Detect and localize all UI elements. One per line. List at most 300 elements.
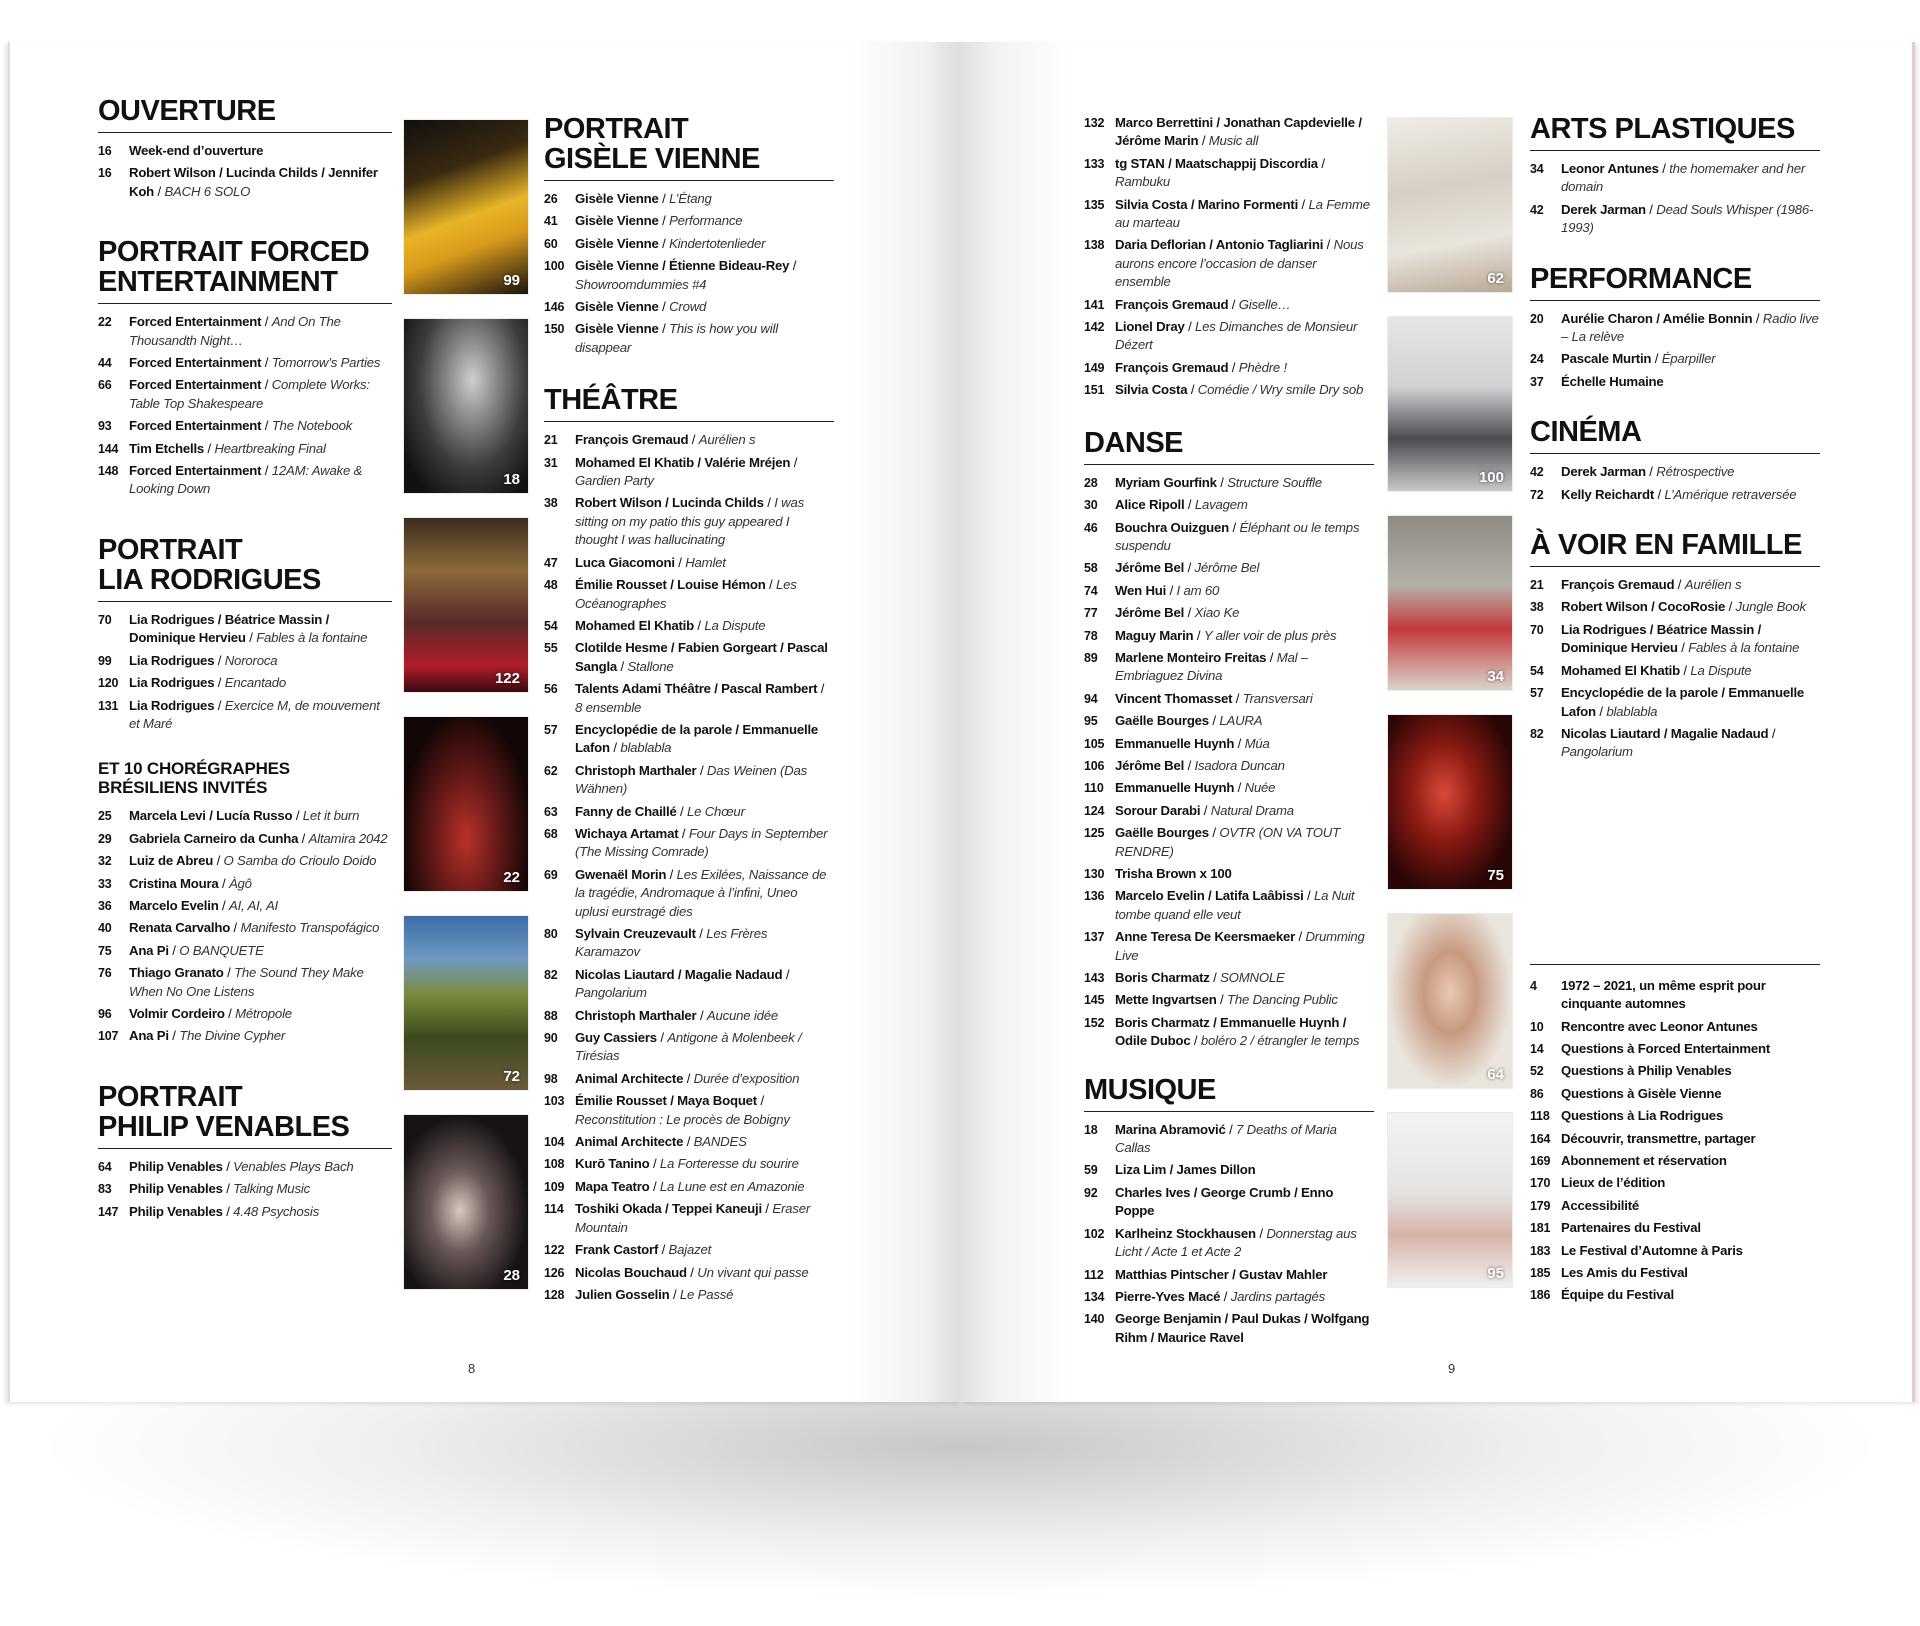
- entry-text: Christoph Marthaler / Das Weinen (Das Wähnen): [575, 762, 808, 797]
- entry-work-title: BANDES: [693, 1134, 747, 1150]
- entry-text: tg STAN / Maatschappij Discordia / Rambuku: [1115, 155, 1325, 190]
- entry-page-number: 40: [98, 921, 112, 936]
- entry-page-number: 14: [1530, 1041, 1544, 1056]
- entry-page-number: 89: [1084, 650, 1098, 665]
- list-item: [98, 1180, 392, 1198]
- entry-text: Silvia Costa / Marino Formenti / La Femme au marteau: [1115, 196, 1370, 231]
- entry-list: [1530, 310, 1820, 392]
- entry-artist: Émilie Rousset / Maya Boquet: [575, 1093, 757, 1109]
- entry-work-title: Àgô: [228, 875, 252, 891]
- entry-artist: Christoph Marthaler: [575, 1007, 697, 1023]
- entry-page-number: 36: [98, 898, 112, 913]
- entry-text: Luiz de Abreu / O Samba do Crioulo Doido: [129, 853, 377, 869]
- photo-eye-projection: [404, 319, 528, 493]
- entry-work-title: blablabla: [620, 740, 672, 756]
- entry-artist: Luiz de Abreu: [129, 853, 214, 869]
- photo-page-number: 100: [1478, 469, 1504, 486]
- entry-text: [1561, 1286, 1820, 1304]
- list-item: [1084, 887, 1374, 924]
- entry-text: Encyclopédie de la parole / Emmanuelle Lafon / blablabla: [575, 721, 819, 756]
- entry-text: Ana Pi / O BANQUETE: [129, 942, 264, 958]
- photo-stage-performers: [404, 717, 528, 891]
- entry-list: [544, 431, 834, 1304]
- entry-text: Renata Carvalho / Manifesto Transpofágico: [129, 920, 380, 936]
- entry-page-number: 186: [1530, 1288, 1551, 1303]
- entry-artist: Anne Teresa De Keersmaeker: [1115, 929, 1296, 945]
- entry-page-number: 169: [1530, 1153, 1551, 1168]
- entry-artist: Gisèle Vienne: [575, 213, 659, 229]
- photo-page-number: 75: [1487, 867, 1504, 884]
- entry-text: Gisèle Vienne / This is how you will disappear: [575, 321, 778, 355]
- entry-text: Lionel Dray / Les Dimanches de Monsieur Dézert: [1115, 319, 1358, 353]
- entry-page-number: 94: [1084, 691, 1098, 706]
- entry-work-title: Le Passé: [679, 1286, 734, 1302]
- list-item: [1530, 1152, 1820, 1170]
- entry-text: Forced Entertainment / 12AM: Awake & Looking Down: [129, 463, 363, 497]
- entry-artist: Karlheinz Stockhausen: [1115, 1225, 1256, 1241]
- entry-page-number: 37: [1530, 374, 1544, 389]
- entry-work-title: La Lune est en Amazonie: [659, 1178, 805, 1194]
- entry-artist: Ana Pi: [129, 942, 169, 958]
- entry-text: Ana Pi / The Divine Cypher: [129, 1028, 286, 1044]
- entry-artist: Pascale Murtin: [1561, 351, 1652, 367]
- entry-page-number: 77: [1084, 606, 1098, 621]
- entry-artist: Questions à Lia Rodrigues: [1561, 1108, 1724, 1124]
- photo-red-dancer: [1388, 715, 1512, 889]
- list-item: [98, 440, 392, 458]
- entry-list: [1084, 114, 1374, 400]
- list-item: [98, 919, 392, 937]
- list-item: [1084, 519, 1374, 556]
- list-item: [544, 1264, 834, 1282]
- list-item: [1530, 310, 1820, 347]
- entry-page-number: 88: [544, 1008, 558, 1023]
- entry-page-number: 103: [544, 1094, 565, 1109]
- entry-page-number: 99: [98, 653, 112, 668]
- entry-work-title: Exercice M, de mouvement et Maré: [129, 697, 380, 731]
- entry-artist: Toshiki Okada / Teppei Kaneuji: [575, 1201, 762, 1217]
- list-item: [1530, 1018, 1820, 1036]
- entry-page-number: 131: [98, 698, 119, 713]
- entry-page-number: 70: [98, 612, 112, 627]
- entry-page-number: 108: [544, 1157, 565, 1172]
- right-column-3: [1530, 114, 1820, 1341]
- entry-text: [1561, 1085, 1820, 1103]
- entry-page-number: 96: [98, 1006, 112, 1021]
- left-column-1: [98, 96, 392, 1257]
- entry-list: [1530, 977, 1820, 1305]
- list-item: [1084, 1161, 1374, 1179]
- entry-text: Nicolas Bouchaud / Un vivant qui passe: [575, 1264, 809, 1280]
- list-item: [98, 852, 392, 870]
- entry-work-title: Tomorrow’s Parties: [271, 355, 381, 371]
- entry-text: Boris Charmatz / Emmanuelle Huynh / Odile Duboc / boléro 2 / étrangler le temps: [1115, 1014, 1360, 1049]
- list-item: [1084, 1184, 1374, 1221]
- entry-page-number: 25: [98, 809, 112, 824]
- section-heading: PORTRAIT PHILIP VENABLES: [98, 1082, 392, 1149]
- entry-page-number: 118: [1530, 1109, 1550, 1124]
- entry-work-title: 12AM: Awake & Looking Down: [129, 463, 363, 497]
- entry-work-title: Radio live – La relève: [1561, 310, 1819, 345]
- entry-work-title: Let it burn: [302, 808, 360, 824]
- entry-text: Gisèle Vienne / L’Étang: [575, 191, 712, 206]
- entry-artist: Silvia Costa: [1115, 382, 1188, 398]
- list-item: [1530, 1130, 1820, 1148]
- entry-list: [544, 190, 834, 357]
- entry-page-number: 60: [544, 236, 558, 251]
- list-item: [1530, 598, 1820, 616]
- entry-page-number: 107: [98, 1029, 119, 1044]
- photo-page-number: 64: [1487, 1066, 1504, 1083]
- entry-text: Talents Adami Théâtre / Pascal Rambert / 8 ensemble: [575, 681, 825, 715]
- list-item: [1530, 1062, 1820, 1080]
- entry-list: [1530, 576, 1820, 762]
- list-item: [544, 617, 834, 635]
- entry-work-title: Les Dimanches de Monsieur Dézert: [1115, 319, 1358, 353]
- entry-artist: Lieux de l’édition: [1561, 1175, 1666, 1191]
- entry-artist: Marlene Monteiro Freitas: [1115, 649, 1267, 665]
- entry-artist: Nicolas Liautard / Magalie Nadaud: [575, 966, 783, 982]
- entry-text: Robert Wilson / CocoRosie / Jungle Book: [1561, 599, 1806, 615]
- entry-artist: Marcelo Evelin: [129, 897, 219, 913]
- photo-dancers-yellow: [404, 120, 528, 294]
- entry-artist: Partenaires du Festival: [1561, 1220, 1701, 1236]
- entry-page-number: 80: [544, 927, 558, 941]
- entry-text: Gaëlle Bourges / OVTR (ON VA TOUT RENDRE): [1115, 825, 1340, 859]
- section-theatre-continued: [1084, 114, 1374, 400]
- entry-text: Marcelo Evelin / Latifa Laâbissi / La Nuit tombe quand elle veut: [1115, 888, 1355, 922]
- list-item: [98, 964, 392, 1001]
- entry-page-number: 105: [1084, 736, 1105, 751]
- photo-dancer-arm-raised: [404, 1115, 528, 1289]
- entry-artist: Cristina Moura: [129, 875, 219, 891]
- entry-work-title: Antigone à Molenbeek / Tirésias: [575, 1030, 802, 1064]
- entry-page-number: 125: [1084, 826, 1105, 841]
- list-item: [98, 313, 392, 350]
- entry-work-title: SOMNOLE: [1220, 970, 1285, 986]
- entry-work-title: Jardins partagés: [1230, 1288, 1326, 1304]
- list-item: [1530, 373, 1820, 391]
- entry-work-title: AI, AI, AI: [228, 897, 279, 913]
- entry-text: Nicolas Liautard / Magalie Nadaud / Pangolarium: [575, 966, 790, 1001]
- entry-artist: Pierre-Yves Macé: [1115, 1288, 1221, 1304]
- entry-artist: Mohamed El Khatib / Valérie Mréjen: [575, 454, 791, 470]
- entry-work-title: Das Weinen (Das Wähnen): [575, 762, 808, 797]
- entry-artist: Frank Castorf: [575, 1242, 659, 1258]
- list-item: [1084, 802, 1374, 820]
- entry-work-title: Aurélien s: [1684, 577, 1742, 593]
- entry-page-number: 21: [1530, 578, 1544, 593]
- entry-work-title: Pangolarium: [575, 985, 647, 1001]
- entry-work-title: Performance: [669, 213, 743, 229]
- entry-work-title: Nuée: [1244, 780, 1276, 796]
- entry-artist: Émilie Rousset / Louise Hémon: [575, 577, 766, 593]
- list-item: [1084, 824, 1374, 861]
- entry-list: [98, 611, 392, 733]
- entry-artist: Lia Rodrigues: [129, 697, 215, 713]
- entry-artist: Thiago Granato: [129, 965, 224, 981]
- entry-text: Jérôme Bel / Xiao Ke: [1115, 605, 1240, 621]
- entry-page-number: 109: [544, 1179, 565, 1194]
- list-item: [1084, 1014, 1374, 1051]
- entry-page-number: 55: [544, 641, 558, 656]
- entry-work-title: Les Frères Karamazov: [575, 926, 768, 960]
- entry-artist: Encyclopédie de la parole / Emmanuelle Lafon: [575, 721, 819, 756]
- entry-page-number: 63: [544, 804, 558, 819]
- entry-artist: Gwenaël Morin: [575, 866, 667, 882]
- entry-list: [98, 1158, 392, 1221]
- right-page: [960, 42, 1915, 1402]
- entry-work-title: Un vivant qui passe: [697, 1264, 809, 1280]
- entry-artist: Volmir Cordeiro: [129, 1005, 225, 1021]
- list-item: [1084, 1225, 1374, 1262]
- photo-red-costume: [404, 518, 528, 692]
- entry-text: Lia Rodrigues / Encantado: [129, 675, 286, 691]
- entry-page-number: 95: [1084, 714, 1098, 729]
- entry-page-number: 31: [544, 455, 558, 470]
- entry-work-title: La Femme au marteau: [1115, 196, 1370, 231]
- list-item: [544, 1133, 834, 1151]
- entry-work-title: Métropole: [235, 1005, 292, 1021]
- entry-artist: Leonor Antunes: [1561, 161, 1659, 176]
- entry-artist: Guy Cassiers: [575, 1030, 657, 1046]
- entry-text: Philip Venables / Venables Plays Bach: [129, 1158, 354, 1174]
- entry-page-number: 10: [1530, 1019, 1544, 1034]
- photo-installation-rugs: [1388, 516, 1512, 690]
- entry-work-title: 8 ensemble: [575, 699, 642, 715]
- section-portrait-gisele-vienne: [544, 114, 834, 357]
- entry-text: Fanny de Chaillé / Le Chœur: [575, 803, 745, 819]
- entry-text: [1115, 1184, 1374, 1221]
- entry-page-number: 86: [1530, 1086, 1544, 1101]
- list-item: [98, 164, 392, 201]
- entry-list: [1084, 474, 1374, 1051]
- list-item: [98, 830, 392, 848]
- entry-page-number: 136: [1084, 889, 1105, 904]
- entry-page-number: 70: [1530, 622, 1544, 637]
- entry-artist: Tim Etchells: [129, 440, 205, 456]
- entry-artist: Mohamed El Khatib: [575, 617, 694, 633]
- list-item: [1084, 559, 1374, 577]
- entry-text: Maguy Marin / Y aller voir de plus près: [1115, 627, 1337, 643]
- entry-page-number: 64: [98, 1159, 112, 1174]
- entry-work-title: Venables Plays Bach: [233, 1158, 354, 1174]
- entry-page-number: 42: [1530, 202, 1544, 217]
- entry-artist: Christoph Marthaler: [575, 762, 697, 778]
- entry-text: Lia Rodrigues / Béatrice Massin / Dominique Hervieu / Fables à la fontaine: [129, 611, 368, 646]
- entry-artist: Bouchra Ouizguen: [1115, 519, 1230, 535]
- entry-list: [1530, 463, 1820, 504]
- entry-artist: Gaëlle Bourges: [1115, 825, 1209, 841]
- photo-page-number: 22: [503, 869, 520, 886]
- entry-text: Derek Jarman / Rétrospective: [1561, 464, 1735, 480]
- entry-text: François Gremaud / Aurélien s: [1561, 577, 1742, 593]
- entry-artist: Forced Entertainment: [129, 314, 262, 330]
- entry-work-title: 4.48 Psychosis: [233, 1203, 320, 1219]
- entry-artist: Accessibilité: [1561, 1197, 1640, 1213]
- entry-page-number: 29: [98, 831, 112, 846]
- entry-work-title: Natural Drama: [1210, 802, 1294, 818]
- entry-work-title: Éléphant ou le temps suspendu: [1115, 519, 1360, 553]
- entry-text: Marcelo Evelin / AI, AI, AI: [129, 897, 279, 913]
- entry-text: Mapa Teatro / La Lune est en Amazonie: [575, 1178, 805, 1194]
- list-item: [98, 697, 392, 734]
- entry-text: Emmanuelle Huynh / Múa: [1115, 735, 1270, 751]
- list-item: [1530, 576, 1820, 594]
- entry-page-number: 183: [1530, 1243, 1551, 1258]
- entry-artist: George Benjamin / Paul Dukas / Wolfgang Rihm / Maurice Ravel: [1115, 1311, 1370, 1345]
- photo-portrait-man: [1388, 914, 1512, 1088]
- entry-text: Aurélie Charon / Amélie Bonnin / Radio live – La relève: [1561, 310, 1819, 345]
- entry-artist: Maguy Marin: [1115, 627, 1194, 643]
- list-item: [1530, 684, 1820, 721]
- list-item: [1084, 474, 1374, 492]
- entry-artist: Aurélie Charon / Amélie Bonnin: [1561, 310, 1753, 326]
- list-item: [544, 1029, 834, 1066]
- photo-seated-girl: [1388, 1113, 1512, 1287]
- entry-page-number: 74: [1084, 583, 1098, 598]
- list-item: [1084, 865, 1374, 883]
- list-item: [1530, 1219, 1820, 1237]
- entry-page-number: 164: [1530, 1131, 1551, 1146]
- entry-work-title: Isadora Duncan: [1194, 757, 1285, 773]
- entry-text: Gwenaël Morin / Les Exilées, Naissance de la tragédie, Andromaque à l’infini, Uneo uplusi eurstragé dies: [575, 866, 827, 919]
- entry-page-number: 132: [1084, 116, 1105, 130]
- entry-page-number: 120: [98, 676, 119, 691]
- list-item: [1084, 318, 1374, 355]
- list-item: [1084, 359, 1374, 377]
- entry-work-title: Pangolarium: [1561, 744, 1633, 760]
- entry-artist: François Gremaud: [575, 432, 689, 448]
- section-cinema: [1530, 417, 1820, 504]
- list-item: [1084, 1288, 1374, 1306]
- entry-work-title: La Dispute: [1690, 662, 1752, 678]
- list-item: [1530, 463, 1820, 481]
- entry-text: Pierre-Yves Macé / Jardins partagés: [1115, 1288, 1326, 1304]
- list-item: [544, 803, 834, 821]
- entry-text: [1561, 1219, 1820, 1237]
- list-item: [1084, 381, 1374, 399]
- list-item: [1084, 928, 1374, 965]
- entry-work-title: Lavagem: [1194, 497, 1248, 513]
- entry-page-number: 151: [1084, 383, 1105, 398]
- entry-page-number: 181: [1530, 1221, 1551, 1236]
- list-item: [544, 235, 834, 253]
- entry-work-title: O BANQUETE: [179, 942, 264, 958]
- entry-page-number: 28: [1084, 475, 1098, 490]
- list-item: [1530, 1085, 1820, 1103]
- list-item: [544, 925, 834, 962]
- list-item: [98, 875, 392, 893]
- entry-text: [1561, 1152, 1820, 1170]
- photo-page-number: 72: [503, 1068, 520, 1085]
- entry-artist: Daria Deflorian / Antonio Tagliarini: [1115, 237, 1324, 253]
- entry-text: [1561, 1242, 1820, 1260]
- entry-work-title: Bajazet: [668, 1242, 712, 1258]
- entry-page-number: 137: [1084, 930, 1105, 945]
- entry-page-number: 93: [98, 419, 112, 434]
- entry-page-number: 38: [1530, 600, 1544, 615]
- entry-artist: Mette Ingvartsen: [1115, 992, 1217, 1008]
- list-item: [1084, 1121, 1374, 1158]
- list-item: [544, 1092, 834, 1129]
- section-choregraphes-bresiliens: [98, 759, 392, 1045]
- entry-page-number: 143: [1084, 971, 1105, 986]
- section-a-voir-en-famille: [1530, 530, 1820, 762]
- entry-page-number: 24: [1530, 352, 1544, 367]
- entry-page-number: 134: [1084, 1289, 1105, 1304]
- photo-page-number: 122: [494, 670, 520, 687]
- entry-text: Lia Rodrigues / Nororoca: [129, 652, 278, 668]
- entry-work-title: Nous aurons encore l’occasion de danser ensemble: [1115, 237, 1364, 290]
- entry-text: [1561, 977, 1820, 1014]
- list-item: [544, 298, 834, 316]
- entry-artist: Questions à Philip Venables: [1561, 1063, 1732, 1079]
- entry-work-title: Mal – Embriaguez Divina: [1115, 649, 1308, 684]
- entry-text: Forced Entertainment / Tomorrow’s Parties: [129, 355, 381, 371]
- entry-page-number: 124: [1084, 803, 1105, 818]
- entry-work-title: I was sitting on my patio this guy appeared I thought I was hallucinating: [575, 495, 804, 548]
- entry-text: [1561, 1040, 1820, 1058]
- entry-artist: Liza Lim / James Dillon: [1115, 1162, 1256, 1178]
- entry-text: Marlene Monteiro Freitas / Mal – Embriaguez Divina: [1115, 649, 1308, 684]
- entry-page-number: 18: [1084, 1122, 1098, 1137]
- section-heading: DANSE: [1084, 428, 1374, 465]
- entry-page-number: 59: [1084, 1163, 1098, 1178]
- list-item: [544, 257, 834, 294]
- list-item: [544, 1241, 834, 1259]
- entry-work-title: Rambuku: [1115, 174, 1171, 190]
- entry-work-title: The Sound They Make When No One Listens: [129, 965, 364, 999]
- entry-text: Nicolas Liautard / Magalie Nadaud / Pangolarium: [1561, 725, 1776, 760]
- section-heading: MUSIQUE: [1084, 1075, 1374, 1112]
- list-item: [1084, 712, 1374, 730]
- entry-artist: Robert Wilson / Lucinda Childs: [575, 495, 764, 511]
- entry-page-number: 149: [1084, 360, 1105, 375]
- list-item: [544, 320, 834, 357]
- entry-artist: Vincent Thomasset: [1115, 690, 1233, 706]
- list-item: [98, 417, 392, 435]
- entry-work-title: LAURA: [1219, 713, 1263, 729]
- entry-artist: Gabriela Carneiro da Cunha: [129, 830, 299, 846]
- entry-artist: Encyclopédie de la parole / Emmanuelle Lafon: [1561, 685, 1805, 719]
- list-item: [1084, 114, 1374, 151]
- list-item: [98, 1005, 392, 1023]
- photo-page-number: 18: [503, 471, 520, 488]
- entry-text: Philip Venables / 4.48 Psychosis: [129, 1203, 320, 1219]
- entry-work-title: Aucune idée: [706, 1007, 779, 1023]
- entry-artist: Wen Hui: [1115, 582, 1167, 598]
- entry-work-title: Rétrospective: [1656, 464, 1735, 480]
- list-item: [544, 1200, 834, 1237]
- entry-text: Jérôme Bel / Isadora Duncan: [1115, 757, 1285, 773]
- entry-artist: Boris Charmatz / Emmanuelle Huynh / Odile Duboc: [1115, 1014, 1347, 1049]
- entry-text: [1561, 1174, 1820, 1192]
- entry-artist: Ana Pi: [129, 1028, 169, 1044]
- entry-text: [1561, 1107, 1820, 1125]
- entry-page-number: 16: [98, 144, 112, 158]
- entry-page-number: 147: [98, 1204, 119, 1219]
- entry-work-title: Donnerstag aus Licht / Acte 1 et Acte 2: [1115, 1225, 1357, 1260]
- entry-page-number: 57: [1530, 686, 1544, 701]
- entry-work-title: Eraser Mountain: [575, 1201, 811, 1235]
- entry-page-number: 170: [1530, 1176, 1551, 1191]
- entry-page-number: 48: [544, 578, 558, 593]
- entry-page-number: 140: [1084, 1312, 1105, 1327]
- entry-text: [1115, 1266, 1374, 1284]
- entry-work-title: the homemaker and her domain: [1561, 161, 1806, 195]
- entry-work-title: And On The Thousandth Night…: [129, 314, 341, 348]
